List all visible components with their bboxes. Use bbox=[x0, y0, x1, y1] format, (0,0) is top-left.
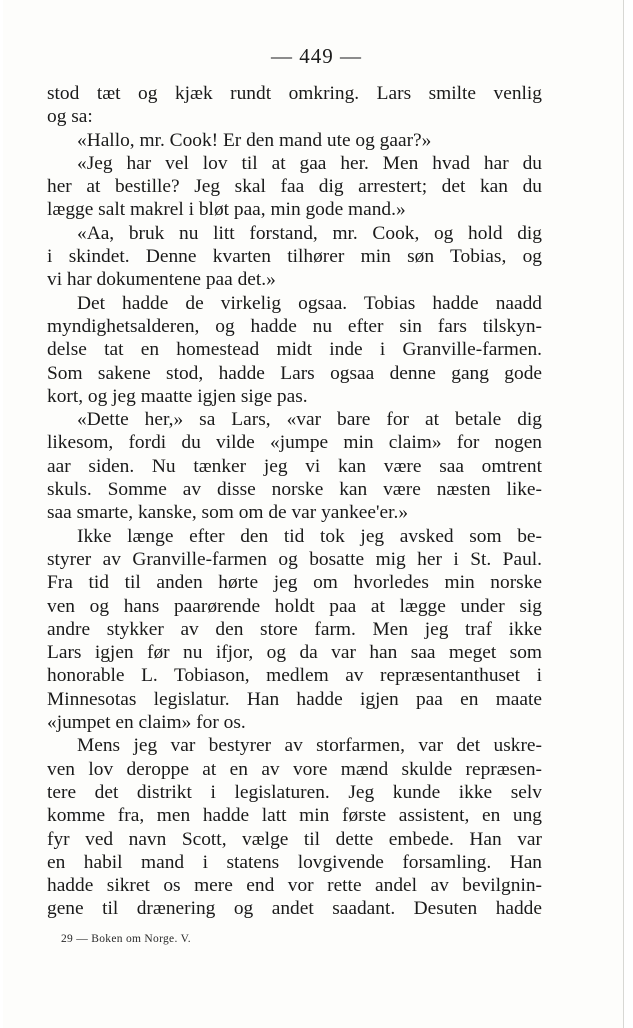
text-line: her at bestille? Jeg skal faa dig arrestert; det kan du bbox=[47, 176, 542, 198]
text-line: saa smarte, kanske, som om de var yankee'er.» bbox=[47, 502, 409, 524]
text-line: likesom, fordi du vilde «jumpe min claim» for nogen bbox=[47, 432, 542, 454]
text-line: ven lov deroppe at en av vore mænd skulde repræsen- bbox=[47, 758, 542, 780]
text-line: lægge salt makrel i bløt paa, min gode mand.» bbox=[47, 199, 406, 221]
text-line: «jumpet en claim» for os. bbox=[47, 712, 246, 734]
text-line: Det hadde de virkelig ogsaa. Tobias hadde naadd bbox=[77, 292, 542, 314]
text-line: og sa: bbox=[47, 106, 93, 128]
text-line: Ikke længe efter den tid tok jeg avsked som be- bbox=[77, 525, 542, 547]
text-line: komme fra, men hadde latt min første assistent, en ung bbox=[47, 805, 542, 827]
text-line: «Hallo, mr. Cook! Er den mand ute og gaar?» bbox=[77, 129, 432, 151]
body-text bbox=[47, 82, 542, 921]
text-line: Mens jeg var bestyrer av storfarmen, var det uskre- bbox=[77, 735, 542, 757]
text-line: styrer av Granville-farmen og bosatte mig her i St. Paul. bbox=[47, 548, 542, 570]
text-line: «Aa, bruk nu litt forstand, mr. Cook, og hold dig bbox=[77, 222, 542, 244]
text-line: Lars igjen før nu ifjor, og da var han saa meget som bbox=[47, 642, 542, 664]
text-line: stod tæt og kjæk rundt omkring. Lars smilte venlig bbox=[47, 83, 542, 104]
text-line: kort, og jeg maatte igjen sige pas. bbox=[47, 385, 308, 407]
text-line: «Jeg har vel lov til at gaa her. Men hvad har du bbox=[77, 152, 542, 174]
text-line: i skindet. Denne kvarten tilhører min søn Tobias, og bbox=[47, 246, 542, 268]
text-line: ven og hans paarørende holdt paa at lægge under sig bbox=[47, 595, 542, 617]
text-line: hadde sikret os mere end vor rette andel av bevilgnin- bbox=[47, 875, 542, 897]
text-line: Fra tid til anden hørte jeg om hvorledes min norske bbox=[47, 572, 542, 594]
text-line: gene til drænering og andet saadant. Desuten hadde bbox=[47, 898, 542, 920]
text-line: «Dette her,» sa Lars, «var bare for at betale dig bbox=[77, 409, 542, 431]
text-line: en habil mand i statens lovgivende forsamling. Han bbox=[47, 851, 542, 873]
page-number: — 449 — bbox=[271, 44, 362, 68]
footer-signature: 29 — Boken om Norge. V. bbox=[61, 933, 191, 945]
text-line: aar siden. Nu tænker jeg vi kan være saa omtrent bbox=[47, 455, 542, 477]
text-line: fyr ved navn Scott, vælge til dette embede. Han var bbox=[47, 828, 542, 850]
text-line: skuls. Somme av disse norske kan være næsten like- bbox=[47, 479, 542, 501]
text-line: myndighetsalderen, og hadde nu efter sin fars tilskyn- bbox=[47, 315, 542, 337]
text-line: honorable L. Tobiason, medlem av repræsentanthuset i bbox=[47, 665, 542, 687]
text-line: tere det distrikt i legislaturen. Jeg kunde ikke selv bbox=[47, 781, 542, 803]
text-line: andre stykker av den store farm. Men jeg traf ikke bbox=[47, 618, 542, 640]
text-line: vi har dokumentene paa det.» bbox=[47, 269, 276, 291]
text-line: delse tat en homestead midt inde i Granville-farmen. bbox=[47, 339, 542, 361]
text-line: Som sakene stod, hadde Lars ogsaa denne gang gode bbox=[47, 362, 542, 384]
text-line: Minnesotas legislatur. Han hadde igjen paa en maate bbox=[47, 688, 542, 710]
